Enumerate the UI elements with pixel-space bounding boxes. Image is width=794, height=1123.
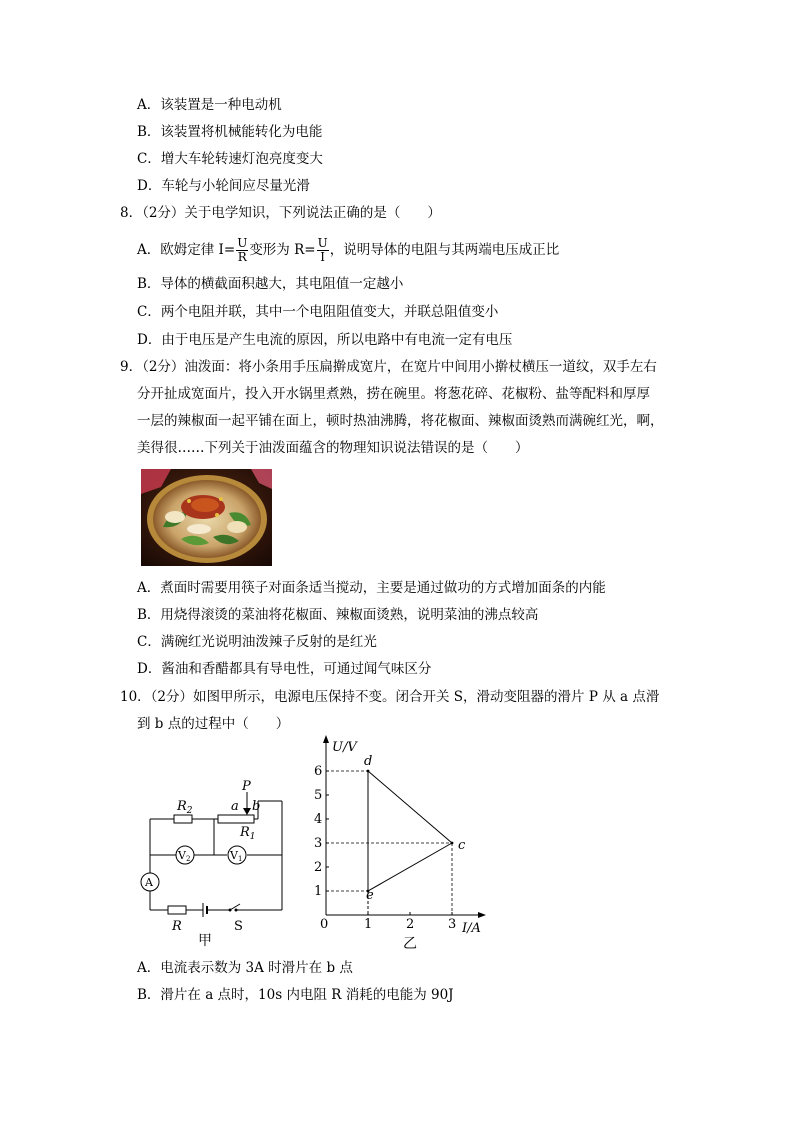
q10-stem-line-2: 到 b 点的过程中（ ） — [137, 716, 290, 732]
label-a-meter: A — [145, 876, 153, 889]
q10-option-b: B．滑片在 a 点时，10s 内电阻 R 消耗的电能为 90J — [137, 987, 454, 1003]
label-a: a — [231, 799, 239, 814]
x-tick-label: 1 — [364, 917, 373, 932]
fraction-u-over-r — [236, 237, 248, 264]
q7-option-b: B．该装置将机械能转化为电能 — [137, 124, 323, 140]
slider-arrow-icon — [243, 808, 251, 815]
q9-option-c: C．满碗红光说明油泼辣子反射的是红光 — [137, 634, 377, 650]
q9-option-d: D．酱油和香醋都具有导电性，可通过闻气味区分 — [137, 661, 432, 677]
label-s: S — [234, 919, 243, 934]
circuit-diagram — [130, 770, 300, 950]
q9-option-b: B．用烧得滚烫的菜油将花椒面、辣椒面烫熟，说明菜油的沸点较高 — [137, 607, 539, 623]
x-axis-arrow-icon — [478, 912, 486, 918]
point-label-d: d — [364, 754, 373, 769]
point-label-c: c — [458, 838, 466, 853]
label-b: b — [252, 799, 261, 814]
label-v2: V2 — [178, 849, 191, 863]
q9-stem-line-3: 一层的辣椒面一起平铺在面上，顿时热油沸腾，将花椒面、辣椒面烫熟而满碗红光，啊， — [137, 413, 664, 429]
y-axis-arrow-icon — [323, 735, 329, 743]
y-tick-label: 4 — [314, 812, 323, 827]
q8-option-c: C．两个电阻并联，其中一个电阻阻值变大，并联总阻值变小 — [137, 304, 499, 320]
x-axis-label: I/A — [462, 921, 481, 936]
y-tick-label: 6 — [314, 764, 323, 779]
q8-option-b: B．导体的横截面积越大，其电阻值一定越小 — [137, 276, 404, 292]
data-line — [368, 771, 452, 843]
q7-option-c: C．增大车轮转速灯泡亮度变大 — [137, 151, 323, 167]
caption-yi: 乙 — [403, 936, 417, 952]
origin-label: 0 — [320, 917, 329, 932]
fraction-u-over-i — [317, 237, 329, 264]
fraction-numerator: U — [317, 236, 328, 250]
q9-stem-line-2: 分开扯成宽面片，投入开水锅里煮熟，捞在碗里。将葱花碎、花椒粉、盐等配料和厚厚 — [137, 386, 650, 402]
y-tick-label: 5 — [314, 788, 323, 803]
label-r: R — [172, 919, 182, 934]
y-tick-label: 2 — [314, 860, 323, 875]
q7-option-a: A．该装置是一种电动机 — [137, 97, 282, 113]
rheostat-r1 — [218, 815, 254, 823]
data-point — [367, 770, 370, 773]
x-tick-label: 3 — [448, 917, 457, 932]
data-line — [368, 843, 452, 891]
fraction-denominator: I — [320, 250, 326, 264]
q9-stem-line-4: 美得很……下列关于油泼面蕴含的物理知识说法错误的是（ ） — [137, 440, 529, 456]
q8-option-a-mid: 变形为 R= — [249, 242, 316, 258]
caption-jia: 甲 — [198, 933, 212, 949]
fraction-numerator: U — [237, 236, 248, 250]
fraction-denominator: R — [237, 250, 247, 264]
q10-option-a: A．电流表示数为 3A 时滑片在 b 点 — [137, 960, 353, 976]
noodle-bowl-photo — [141, 469, 272, 566]
y-tick-label: 3 — [314, 836, 323, 851]
u-i-graph — [300, 735, 500, 955]
resistor-r2 — [174, 815, 192, 823]
data-point — [451, 842, 454, 845]
q9-option-a: A．煮面时需要用筷子对面条适当搅动，主要是通过做功的方式增加面条的内能 — [137, 580, 606, 596]
q8-option-a — [137, 237, 559, 264]
point-label-e: e — [366, 888, 374, 903]
y-tick-label: 1 — [314, 884, 323, 899]
label-v1: V1 — [230, 849, 243, 863]
q10-stem-line-1: 10．（2分）如图甲所示，电源电压保持不变。闭合开关 S，滑动变阻器的滑片 P 从 a 点滑 — [120, 689, 660, 705]
q8-option-a-suffix: ，说明导体的电阻与其两端电压成正比 — [329, 242, 560, 258]
q7-option-d: D．车轮与小轮间应尽量光滑 — [137, 178, 310, 194]
y-axis-label: U/V — [332, 740, 357, 755]
label-r2: $R_2$ — [177, 799, 193, 816]
x-tick-label: 2 — [406, 917, 415, 932]
q9-stem-line-1: 9．（2分）油泼面：将小条用手压扁擀成宽片，在宽片中间用小擀杖横压一道纹，双手左右 — [120, 359, 657, 375]
q8-stem: 8．（2分）关于电学知识，下列说法正确的是（ ） — [120, 205, 441, 221]
q8-option-a-prefix: A．欧姆定律 I= — [137, 242, 236, 258]
q8-option-d: D．由于电压是产生电流的原因，所以电路中有电流一定有电压 — [137, 332, 513, 348]
resistor-r — [168, 906, 186, 914]
label-p: P — [242, 779, 251, 794]
label-r1: $R_1$ — [240, 825, 256, 842]
